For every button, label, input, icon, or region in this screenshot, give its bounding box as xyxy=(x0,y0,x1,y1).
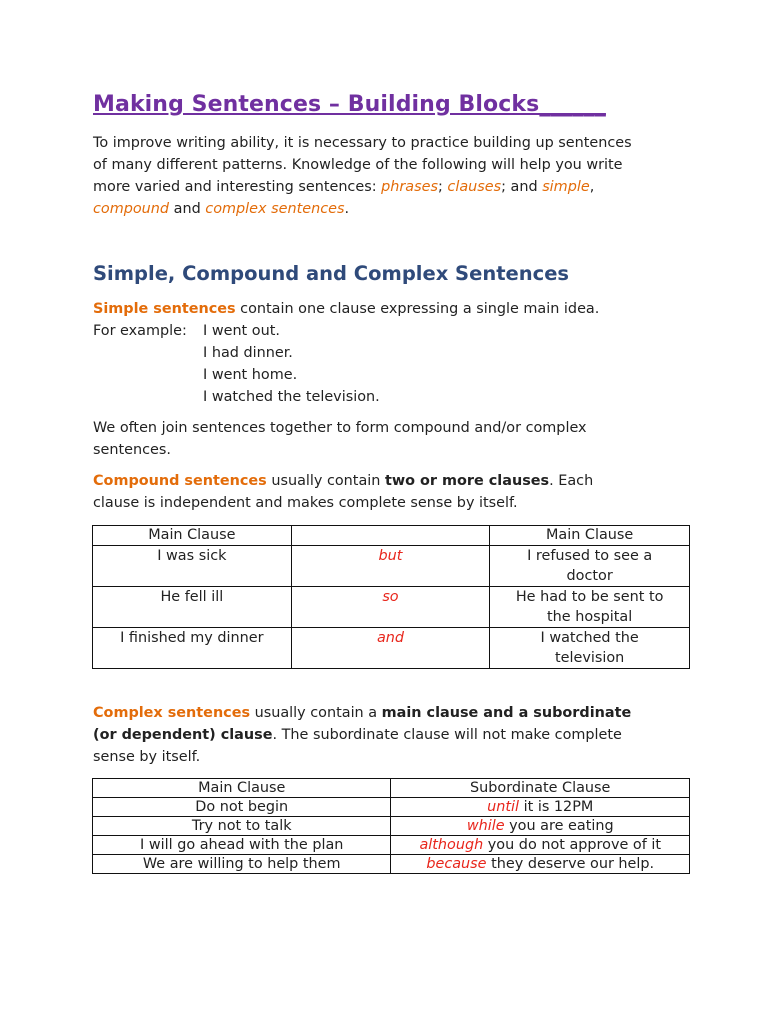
example-2: I had dinner. xyxy=(203,345,293,361)
cell-line: He had to be sent to xyxy=(515,589,664,605)
cell-line: I watched the xyxy=(540,630,639,646)
section-heading: Simple, Compound and Complex Sentences xyxy=(93,262,570,285)
column-header: Subordinate Clause xyxy=(391,779,690,798)
main-clause-cell xyxy=(490,546,690,587)
clause-text: they deserve our help. xyxy=(486,856,655,872)
main-clause-cell xyxy=(490,587,690,628)
subordinate-clause-cell xyxy=(391,798,690,817)
table-row xyxy=(93,628,690,669)
separator: ; and xyxy=(501,179,543,195)
compound-line-2: clause is independent and makes complete sense by itself. xyxy=(93,495,518,511)
complex-paragraph xyxy=(93,702,693,768)
column-header: Main Clause xyxy=(93,779,391,798)
table-row xyxy=(93,855,690,874)
clause-text: you are eating xyxy=(504,818,614,834)
compound-text: usually contain xyxy=(266,473,385,489)
table-row xyxy=(93,817,690,836)
conjunction: although xyxy=(419,837,484,853)
complex-bold-text: main clause and a subordinate xyxy=(381,705,632,721)
column-header xyxy=(291,526,490,546)
subordinate-clause-cell xyxy=(391,817,690,836)
table-row xyxy=(93,546,690,587)
conjunction: while xyxy=(466,818,505,834)
compound-text: . Each xyxy=(549,473,594,489)
table-header-row xyxy=(93,779,690,798)
cell-line: doctor xyxy=(566,568,613,584)
separator: ; xyxy=(437,179,448,195)
main-clause-cell: I finished my dinner xyxy=(93,628,292,669)
cell-line: the hospital xyxy=(547,609,633,625)
term-phrases: phrases xyxy=(381,179,438,195)
intro-line-1: To improve writing ability, it is necessary to practice building up sentences xyxy=(93,135,632,151)
complex-text: . The subordinate clause will not make complete xyxy=(272,727,622,743)
column-header: Main Clause xyxy=(93,526,292,546)
subordinate-clause-cell xyxy=(391,836,690,855)
subordinate-clause-cell xyxy=(391,855,690,874)
conjunction: because xyxy=(426,856,487,872)
main-clause-cell xyxy=(490,628,690,669)
complex-text: usually contain a xyxy=(250,705,382,721)
complex-bold-text: (or dependent) clause xyxy=(93,727,273,743)
example-4: I watched the television. xyxy=(203,389,380,405)
table-row xyxy=(93,798,690,817)
term-clauses: clauses xyxy=(447,179,502,195)
cell-line: television xyxy=(554,650,625,666)
clause-text: it is 12PM xyxy=(519,799,594,815)
table-header-row xyxy=(93,526,690,546)
main-clause-cell: Do not begin xyxy=(93,798,391,817)
for-example-label: For example: xyxy=(93,323,187,339)
page-title: Making Sentences – Building Blocks______ xyxy=(93,92,606,117)
conjunction-cell: but xyxy=(291,546,490,587)
simple-sentences-paragraph xyxy=(93,298,693,320)
simple-sentences-term: Simple sentences xyxy=(93,301,236,317)
compound-bold-text: two or more clauses xyxy=(384,473,550,489)
cell-line: I refused to see a xyxy=(527,548,653,564)
compound-table xyxy=(92,525,690,669)
term-compound: compound xyxy=(93,201,170,217)
complex-line-3: sense by itself. xyxy=(93,749,201,765)
main-clause-cell: I was sick xyxy=(93,546,292,587)
compound-paragraph xyxy=(93,470,693,514)
main-clause-cell: He fell ill xyxy=(93,587,292,628)
example-1: I went out. xyxy=(203,323,280,339)
term-simple: simple xyxy=(542,179,590,195)
intro-line-2: of many different patterns. Knowledge of the following will help you write xyxy=(93,157,623,173)
compound-sentences-term: Compound sentences xyxy=(93,473,267,489)
column-header: Main Clause xyxy=(490,526,690,546)
clause-text: you do not approve of it xyxy=(483,837,661,853)
separator: . xyxy=(344,201,350,217)
conjunction: until xyxy=(487,799,520,815)
intro-line-3-prefix: more varied and interesting sentences: xyxy=(93,179,382,195)
separator: and xyxy=(169,201,206,217)
join-line-2: sentences. xyxy=(93,442,171,458)
conjunction-cell: so xyxy=(291,587,490,628)
term-complex-sentences: complex sentences xyxy=(205,201,345,217)
complex-sentences-term: Complex sentences xyxy=(93,705,251,721)
example-3: I went home. xyxy=(203,367,298,383)
separator: , xyxy=(589,179,595,195)
intro-paragraph xyxy=(93,132,693,220)
join-paragraph xyxy=(93,417,693,461)
simple-sentences-text: contain one clause expressing a single main idea. xyxy=(235,301,600,317)
conjunction-cell: and xyxy=(291,628,490,669)
join-line-1: We often join sentences together to form compound and/or complex xyxy=(93,420,587,436)
table-row xyxy=(93,587,690,628)
main-clause-cell: We are willing to help them xyxy=(93,855,391,874)
complex-table xyxy=(92,778,690,874)
table-row xyxy=(93,836,690,855)
main-clause-cell: Try not to talk xyxy=(93,817,391,836)
main-clause-cell: I will go ahead with the plan xyxy=(93,836,391,855)
